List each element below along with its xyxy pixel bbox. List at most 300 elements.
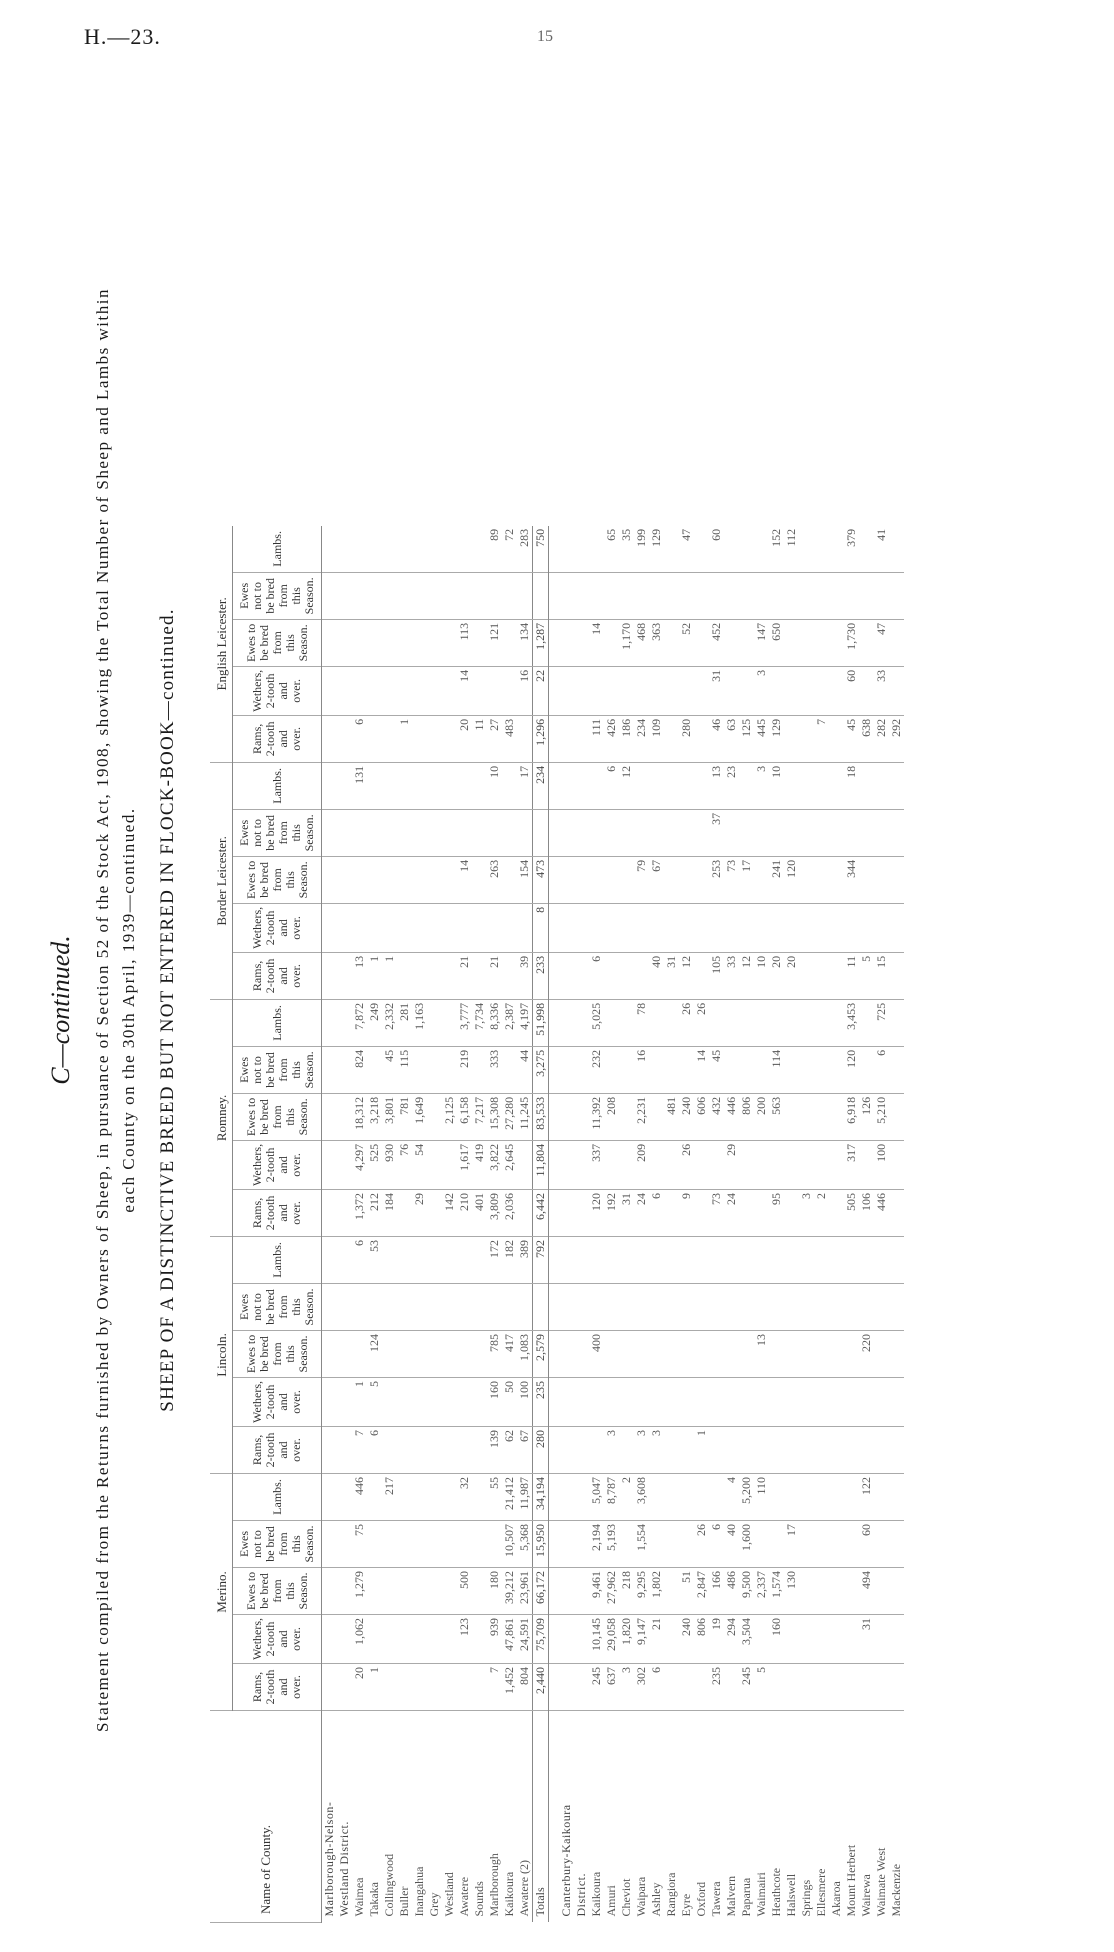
table-cell: 245 [589, 1664, 604, 1711]
county-name: Malvern [724, 1875, 738, 1917]
table-cell: 1 [367, 952, 382, 999]
table-cell [549, 999, 560, 1046]
table-cell [844, 1473, 859, 1520]
table-cell: 481 [664, 1093, 679, 1140]
table-cell [472, 1426, 487, 1473]
table-cell [814, 762, 829, 809]
table-cell [784, 1377, 799, 1426]
table-cell [574, 1567, 589, 1614]
table-cell [559, 1473, 574, 1520]
table-cell [829, 1046, 844, 1093]
table-cell [472, 762, 487, 809]
table-cell [754, 526, 769, 573]
table-cell [382, 619, 397, 666]
table-cell [694, 1473, 709, 1520]
table-cell: 27,962 [604, 1567, 619, 1614]
county-name: Oxford [694, 1881, 708, 1917]
table-cell: 452 [709, 619, 724, 666]
table-cell [337, 666, 352, 715]
table-cell [664, 999, 679, 1046]
table-cell: 121 [487, 619, 502, 666]
table-cell: 750 [533, 526, 549, 573]
table-cell [724, 1377, 739, 1426]
table-cell [517, 1140, 533, 1189]
table-cell: 2,036 [502, 1189, 517, 1236]
table-cell [874, 1236, 889, 1283]
table-cell [694, 1664, 709, 1711]
table-cell [574, 619, 589, 666]
table-cell [754, 1283, 769, 1330]
table-cell [549, 666, 560, 715]
table-row [634, 526, 649, 1923]
table-cell: 11,245 [517, 1093, 533, 1140]
table-cell [574, 856, 589, 903]
table-cell [397, 666, 412, 715]
table-cell [397, 903, 412, 952]
table-cell [487, 903, 502, 952]
subcolumn-header: Wethers, 2-tooth and over. [233, 666, 322, 715]
table-cell [412, 666, 427, 715]
table-cell: 446 [352, 1473, 367, 1520]
county-name: Waimate West [874, 1847, 888, 1917]
table-row [412, 526, 427, 1923]
table-cell [874, 1520, 889, 1567]
table-cell [412, 619, 427, 666]
table-cell [709, 1283, 724, 1330]
table-cell [549, 1236, 560, 1283]
breed-group-header: Border Leicester. [210, 762, 233, 999]
table-cell: 3 [619, 1664, 634, 1711]
table-cell [829, 1093, 844, 1140]
table-cell [559, 856, 574, 903]
table-cell [549, 1330, 560, 1377]
table-cell: 6,158 [457, 1093, 472, 1140]
table-cell [619, 666, 634, 715]
table-cell [367, 572, 382, 619]
table-cell: 110 [754, 1473, 769, 1520]
table-cell [679, 666, 694, 715]
table-cell [874, 1473, 889, 1520]
table-cell: 240 [679, 1093, 694, 1140]
table-cell [889, 856, 904, 903]
table-cell [589, 903, 604, 952]
table-cell [549, 1189, 560, 1236]
table-cell [549, 1473, 560, 1520]
table-cell [739, 1330, 754, 1377]
table-cell [352, 809, 367, 856]
table-cell: 63 [724, 715, 739, 762]
table-cell [799, 903, 814, 952]
table-cell: 302 [634, 1664, 649, 1711]
table-cell [337, 1236, 352, 1283]
table-cell: 4,297 [352, 1140, 367, 1189]
table-cell [679, 1520, 694, 1567]
table-cell: 40 [649, 952, 664, 999]
table-cell [724, 1236, 739, 1283]
table-cell [382, 526, 397, 573]
table-cell: 209 [634, 1140, 649, 1189]
table-cell [549, 1614, 560, 1663]
table-cell [799, 952, 814, 999]
table-cell [549, 1377, 560, 1426]
table-cell [769, 1236, 784, 1283]
table-cell [694, 1140, 709, 1189]
county-name: Westland [442, 1872, 456, 1917]
table-cell: 14 [457, 856, 472, 903]
table-cell [784, 1140, 799, 1189]
table-cell [397, 952, 412, 999]
table-cell [889, 1140, 904, 1189]
table-cell [589, 1283, 604, 1330]
table-cell [412, 1426, 427, 1473]
table-cell [549, 619, 560, 666]
table-cell: 129 [769, 715, 784, 762]
table-cell: 41 [874, 526, 889, 573]
table-cell [457, 1377, 472, 1426]
table-cell [784, 809, 799, 856]
table-cell [322, 1426, 338, 1473]
table-cell: 505 [844, 1189, 859, 1236]
table-cell [549, 1283, 560, 1330]
table-cell: 445 [754, 715, 769, 762]
table-cell: 26 [679, 1140, 694, 1189]
table-cell [367, 619, 382, 666]
table-cell: 1,163 [412, 999, 427, 1046]
table-cell: 76 [397, 1140, 412, 1189]
table-cell [604, 1046, 619, 1093]
table-cell [574, 1473, 589, 1520]
table-cell: 72 [502, 526, 517, 573]
table-cell [769, 666, 784, 715]
table-cell [739, 572, 754, 619]
table-cell [472, 903, 487, 952]
table-cell [649, 1283, 664, 1330]
table-cell: 1,617 [457, 1140, 472, 1189]
table-row [619, 526, 634, 1923]
table-cell: 120 [589, 1189, 604, 1236]
table-cell: 67 [517, 1426, 533, 1473]
table-cell [559, 1330, 574, 1377]
table-cell [397, 1567, 412, 1614]
part-heading: C—continued. [46, 935, 75, 1085]
table-cell [442, 999, 457, 1046]
table-cell: 5 [754, 1664, 769, 1711]
table-cell: 5,210 [874, 1093, 889, 1140]
table-cell [337, 1614, 352, 1663]
table-cell [889, 1236, 904, 1283]
table-cell [739, 903, 754, 952]
table-cell: 2 [619, 1473, 634, 1520]
table-cell [442, 762, 457, 809]
table-cell [367, 715, 382, 762]
table-cell [709, 903, 724, 952]
table-cell [679, 1236, 694, 1283]
table-cell [889, 952, 904, 999]
table-cell: 1 [367, 1664, 382, 1711]
table-cell [427, 1046, 442, 1093]
table-cell [604, 903, 619, 952]
table-cell: 172 [487, 1236, 502, 1283]
table-cell: 483 [502, 715, 517, 762]
table-cell [442, 856, 457, 903]
county-name: Awatere [457, 1876, 471, 1917]
table-cell: 2,387 [502, 999, 517, 1046]
table-cell [322, 1093, 338, 1140]
table-cell [322, 1664, 338, 1711]
table-cell: 939 [487, 1614, 502, 1663]
table-cell: 241 [769, 856, 784, 903]
table-cell [589, 809, 604, 856]
table-cell [859, 1664, 874, 1711]
table-cell: 27 [487, 715, 502, 762]
table-cell [769, 1426, 784, 1473]
table-cell: 152 [769, 526, 784, 573]
table-cell: 3 [799, 1189, 814, 1236]
table-cell [769, 1664, 784, 1711]
table-cell [679, 1664, 694, 1711]
table-cell [799, 1614, 814, 1663]
table-cell [412, 1664, 427, 1711]
table-cell [574, 1189, 589, 1236]
table-cell [649, 1473, 664, 1520]
table-cell [724, 619, 739, 666]
table-cell [427, 715, 442, 762]
table-cell [397, 619, 412, 666]
table-cell [322, 952, 338, 999]
table-cell: 3,453 [844, 999, 859, 1046]
table-cell [574, 715, 589, 762]
table-cell: 15 [874, 952, 889, 999]
table-cell [427, 1520, 442, 1567]
table-cell [634, 666, 649, 715]
table-cell [829, 1283, 844, 1330]
table-cell [724, 666, 739, 715]
table-cell: 400 [589, 1330, 604, 1377]
table-cell [889, 999, 904, 1046]
table-cell [337, 1567, 352, 1614]
table-cell [442, 715, 457, 762]
table-cell [472, 1046, 487, 1093]
table-cell [427, 1330, 442, 1377]
spacer-row [549, 526, 560, 1923]
table-cell [619, 809, 634, 856]
table-cell: 1,170 [619, 619, 634, 666]
county-name: Springs [799, 1879, 813, 1917]
table-cell [739, 999, 754, 1046]
table-cell [604, 1283, 619, 1330]
table-cell [859, 572, 874, 619]
table-cell [799, 1046, 814, 1093]
table-row [517, 526, 533, 1923]
table-cell: 1,554 [634, 1520, 649, 1567]
table-row [457, 526, 472, 1923]
table-cell [574, 809, 589, 856]
table-cell: 6 [367, 1426, 382, 1473]
table-cell: 105 [709, 952, 724, 999]
table-cell [533, 1283, 549, 1330]
table-row [427, 526, 442, 1923]
table-cell [427, 1093, 442, 1140]
table-cell [574, 952, 589, 999]
table-cell [874, 1664, 889, 1711]
table-cell [337, 903, 352, 952]
table-cell [337, 526, 352, 573]
table-cell: 220 [859, 1330, 874, 1377]
table-cell [427, 1567, 442, 1614]
table-cell: 1,600 [739, 1520, 754, 1567]
table-cell: 2,645 [502, 1140, 517, 1189]
table-cell [382, 1283, 397, 1330]
table-cell [589, 856, 604, 903]
table-cell [574, 572, 589, 619]
table-cell [844, 1426, 859, 1473]
table-cell [322, 762, 338, 809]
table-cell [619, 952, 634, 999]
table-cell [694, 1377, 709, 1426]
table-cell: 212 [367, 1189, 382, 1236]
table-cell: 446 [724, 1093, 739, 1140]
table-cell [634, 1377, 649, 1426]
table-cell [367, 526, 382, 573]
table-cell [457, 1283, 472, 1330]
table-cell [874, 572, 889, 619]
table-cell [457, 1330, 472, 1377]
table-cell [559, 1614, 574, 1663]
table-cell: 26 [694, 999, 709, 1046]
table-cell [814, 952, 829, 999]
table-cell [709, 999, 724, 1046]
table-cell: 5 [859, 952, 874, 999]
subcolumn-header: Lambs. [233, 1236, 322, 1283]
table-cell [784, 619, 799, 666]
table-cell: 14 [694, 1046, 709, 1093]
table-cell: 10 [769, 762, 784, 809]
table-cell [502, 856, 517, 903]
table-cell: 32 [457, 1473, 472, 1520]
subcolumn-header: Lambs. [233, 762, 322, 809]
table-cell [397, 1614, 412, 1663]
table-row [829, 526, 844, 1923]
table-cell [649, 666, 664, 715]
subcolumn-header: Lambs. [233, 999, 322, 1046]
table-cell [574, 1140, 589, 1189]
table-cell: 389 [517, 1236, 533, 1283]
table-cell [829, 1520, 844, 1567]
table-cell [844, 1377, 859, 1426]
table-cell: 2,231 [634, 1093, 649, 1140]
table-cell [322, 856, 338, 903]
table-cell [634, 1283, 649, 1330]
table-cell [829, 903, 844, 952]
table-cell [442, 1567, 457, 1614]
table-cell [844, 1330, 859, 1377]
table-cell [549, 762, 560, 809]
table-row [844, 526, 859, 1923]
table-cell [784, 666, 799, 715]
table-cell: 139 [487, 1426, 502, 1473]
table-cell [859, 1283, 874, 1330]
table-cell [427, 572, 442, 619]
table-cell [574, 1520, 589, 1567]
table-cell [889, 572, 904, 619]
table-cell [412, 1520, 427, 1567]
table-cell [664, 1426, 679, 1473]
county-name [549, 1711, 560, 1923]
table-cell [517, 1189, 533, 1236]
table-cell [472, 1614, 487, 1663]
table-cell [412, 1236, 427, 1283]
county-name: Akaroa [829, 1881, 843, 1917]
table-cell: 337 [589, 1140, 604, 1189]
table-cell [664, 666, 679, 715]
table-cell: 6 [589, 952, 604, 999]
table-cell [799, 572, 814, 619]
table-cell: 21 [487, 952, 502, 999]
table-cell [814, 1093, 829, 1140]
table-cell [549, 809, 560, 856]
table-cell [352, 572, 367, 619]
county-name: Wairewa [859, 1874, 873, 1917]
table-cell: 9,500 [739, 1567, 754, 1614]
table-cell [829, 1236, 844, 1283]
table-cell [604, 999, 619, 1046]
table-cell: 120 [844, 1046, 859, 1093]
county-name: Waimea [352, 1877, 366, 1917]
table-cell [382, 1520, 397, 1567]
table-cell [382, 572, 397, 619]
breed-group-header: Merino. [210, 1473, 233, 1710]
table-cell [814, 903, 829, 952]
table-cell [322, 999, 338, 1046]
table-cell [829, 526, 844, 573]
table-cell [604, 809, 619, 856]
table-cell [889, 619, 904, 666]
table-cell [874, 1614, 889, 1663]
table-cell [549, 1426, 560, 1473]
table-cell [427, 952, 442, 999]
table-cell: 123 [457, 1614, 472, 1663]
table-cell: 3 [649, 1426, 664, 1473]
table-cell [829, 1330, 844, 1377]
table-cell [694, 1189, 709, 1236]
table-cell [412, 903, 427, 952]
table-cell [322, 1283, 338, 1330]
table-cell [457, 809, 472, 856]
table-cell [754, 999, 769, 1046]
table-cell: 606 [694, 1093, 709, 1140]
table-cell [604, 952, 619, 999]
table-cell [829, 1664, 844, 1711]
table-cell: 344 [844, 856, 859, 903]
table-cell: 1,649 [412, 1093, 427, 1140]
table-cell [559, 666, 574, 715]
table-cell [664, 1664, 679, 1711]
subcolumn-header: Ewes to be bred from this Season. [233, 1093, 322, 1140]
table-cell: 11,804 [533, 1140, 549, 1189]
table-cell [442, 1046, 457, 1093]
table-cell [604, 1330, 619, 1377]
table-cell: 199 [634, 526, 649, 573]
table-cell [769, 572, 784, 619]
table-cell: 208 [604, 1093, 619, 1140]
county-name: Marlborough [487, 1853, 501, 1917]
table-cell [574, 1377, 589, 1426]
table-cell [754, 1236, 769, 1283]
table-cell [814, 1473, 829, 1520]
table-cell: 6 [352, 1236, 367, 1283]
table-cell [814, 619, 829, 666]
table-cell [442, 572, 457, 619]
